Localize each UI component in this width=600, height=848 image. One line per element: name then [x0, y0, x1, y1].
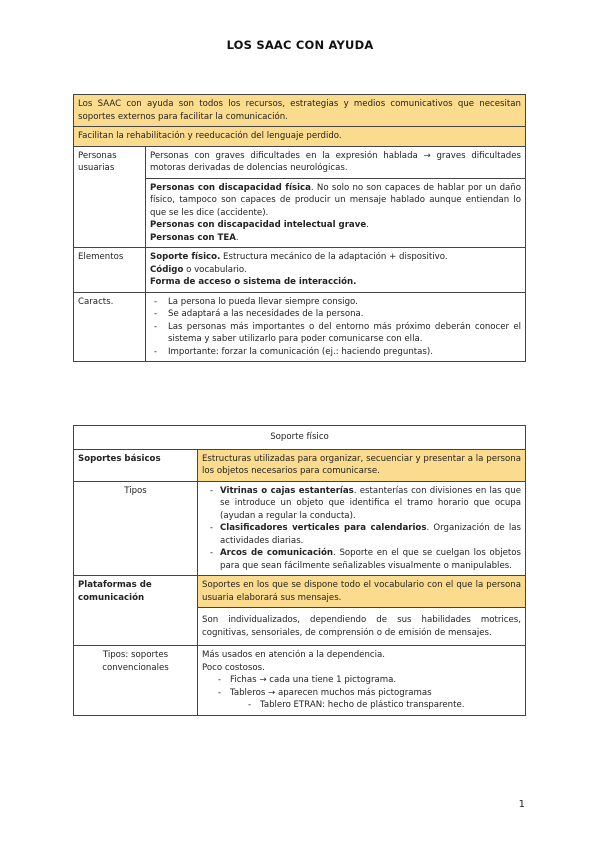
personas-row2	[146, 178, 526, 248]
elementos-text2: o vocabulario.	[183, 264, 247, 275]
page-title: LOS SAAC CON AYUDA	[226, 38, 374, 52]
tipos-bold2: Clasificadores verticales para calendarios	[220, 523, 427, 533]
tipos-bold1: Vitrinas o cajas estanterías	[220, 485, 354, 496]
caracts-cell	[146, 292, 526, 362]
personas-text3: .	[235, 232, 239, 243]
elementos-text1: Estructura mecánico de la adaptación + dispositivo.	[220, 252, 448, 262]
caracts-item: - Importante: forzar la comunicación (ej.: haciendo preguntas).	[150, 346, 521, 359]
elementos-bold3: Forma de acceso o sistema de interacción.	[150, 277, 357, 287]
tipos-text2: . Organización de las actividades diarias.	[220, 523, 521, 546]
basicos-text: Estructuras utilizadas para organizar, secuenciar y presentar a la persona los objetos necesarios para comunicarse.	[198, 449, 526, 481]
elementos-bold1: Soporte físico.	[150, 252, 221, 262]
soporte-fisico-table	[73, 425, 526, 716]
intro2-cell: Facilitan la rehabilitación y reeducación del lenguaje perdido.	[74, 127, 526, 147]
tipos-soportes-cell	[198, 646, 526, 716]
personas-bold1: Personas con discapacidad física	[150, 182, 311, 193]
caracts-list	[150, 296, 521, 359]
page-number: 1	[518, 799, 525, 810]
soporte-header: Soporte físico	[74, 426, 526, 450]
caracts-label: Caracts.	[74, 292, 146, 362]
personas-bold3: Personas con TEA	[150, 232, 236, 243]
tipos-list	[202, 485, 521, 573]
tipos-item	[202, 485, 521, 523]
basicos-label: Soportes básicos	[74, 449, 198, 481]
tipos-text3: . Soporte en el que se cuelgan los objetos para que sean fácilmente señalizables visualmente o manipulables.	[220, 548, 521, 571]
intro-cell: Los SAAC con ayuda son todos los recursos, estrategias y medios comunicativos que necesitan soportes externos para facilitar la comunicación.	[74, 95, 526, 127]
caracts-item: - La persona lo pueda llevar siempre consigo.	[150, 296, 521, 309]
tipos-soportes-sub1: - Fichas → cada una tiene 1 pictograma.	[202, 674, 521, 687]
plataformas-label: Plataformas de comunicación	[74, 576, 198, 646]
tipos-label: Tipos	[74, 481, 198, 576]
tipos-text1: . estanterías con divisiones en las que se introduce un objeto que identifica el tramo horario que ocupa (ayudan a regular la conducta).	[220, 485, 521, 521]
tipos-soportes-label: Tipos: soportes convencionales	[74, 646, 198, 716]
tipos-soportes-sub2: - Tableros → aparecen muchos más pictogramas	[202, 687, 521, 700]
elementos-label: Elementos	[74, 248, 146, 293]
tipos-item	[202, 547, 521, 572]
tipos-item	[202, 522, 521, 547]
caracts-item: - Las personas más importantes o del entorno más próximo deberán conocer el sistema y saber utilizarlo para poder comunicarse con ella.	[150, 321, 521, 346]
plataformas-text2: Son individualizados, dependiendo de sus habilidades motrices, cognitivas, sensoriales, de comprensión o de emisión de mensajes.	[198, 608, 526, 646]
personas-row1: Personas con graves dificultades en la expresión hablada → graves dificultades motoras derivadas de dolencias neurológicas.	[146, 146, 526, 178]
tipos-cell	[198, 481, 526, 576]
personas-text1: . No solo no son capaces de hablar por un daño físico, tampoco son capaces de producir un mensaje hablado aunque entiendan lo que se les dice (accidente).	[150, 182, 521, 218]
tipos-soportes-line1: Más usados en atención a la dependencia.	[202, 650, 385, 660]
elementos-bold2: Código	[150, 264, 184, 275]
tipos-soportes-line2: Poco costosos.	[202, 662, 265, 673]
tipos-soportes-sub3: - Tablero ETRAN: hecho de plástico transparente.	[202, 699, 521, 712]
personas-text2: .	[366, 220, 369, 230]
caracts-item: - Se adaptará a las necesidades de la persona.	[150, 308, 521, 321]
elementos-cell	[146, 248, 526, 293]
personas-label: Personas usuarias	[74, 146, 146, 248]
tipos-bold3: Arcos de comunicación	[220, 548, 334, 558]
personas-bold2: Personas con discapacidad intelectual grave	[150, 220, 367, 230]
plataformas-text1: Soportes en los que se dispone todo el vocabulario con el que la persona usuaria elaborará sus mensajes.	[198, 576, 526, 608]
saac-overview-table	[73, 94, 526, 362]
